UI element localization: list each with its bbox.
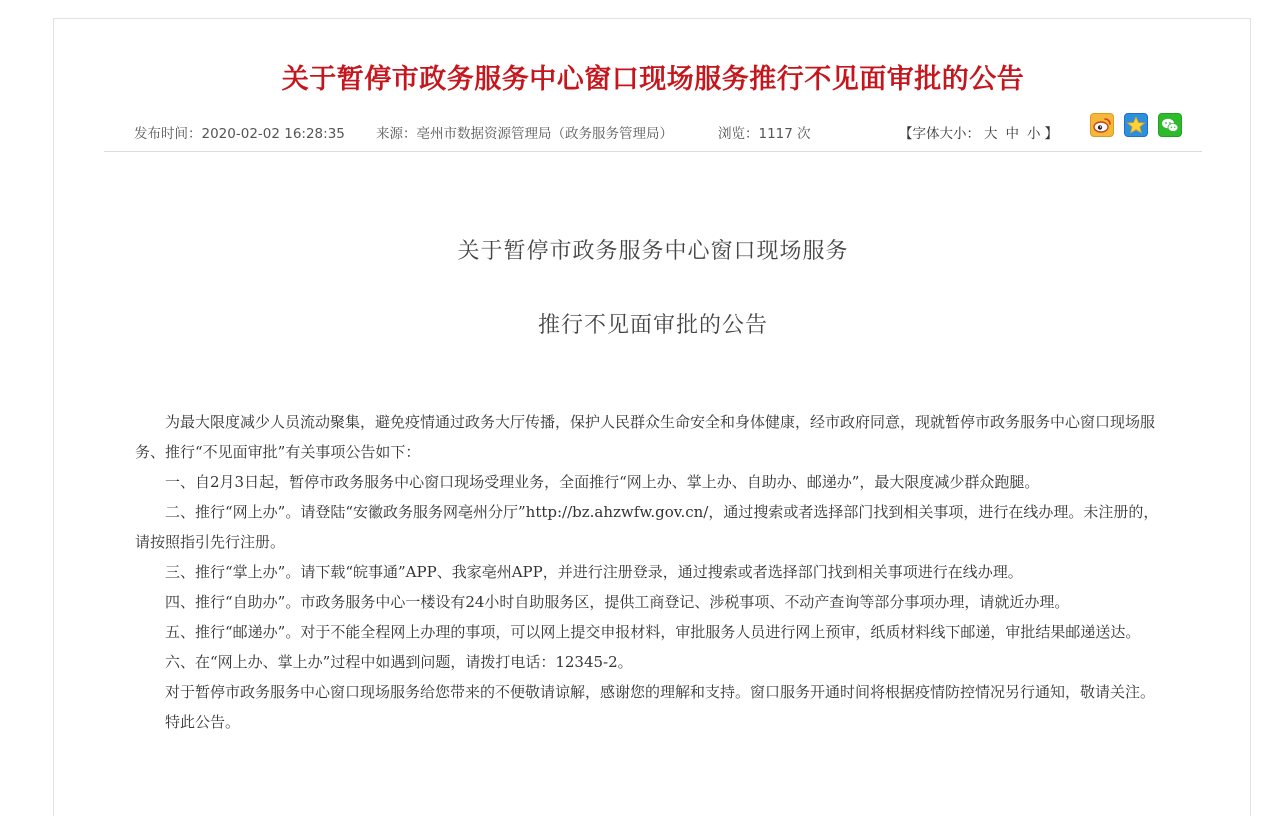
- article-paragraph: 五、推行“邮递办”。对于不能全程网上办理的事项，可以网上提交申报材料，审批服务人员进行网上预审，纸质材料线下邮递，审批结果邮递送达。: [165, 623, 1141, 641]
- article-paragraph: 六、在“网上办、掌上办”过程中如遇到问题，请拨打电话：12345-2。: [165, 653, 633, 671]
- article-paragraph: 对于暂停市政务服务中心窗口现场服务给您带来的不便敬请谅解，感谢您的理解和支持。窗口服务开通时间将根据疫情防控情况另行通知，敬请关注。: [165, 683, 1156, 701]
- qzone-icon[interactable]: [1124, 113, 1148, 137]
- article-paragraph: 四、推行“自助办”。市政务服务中心一楼设有24小时自助服务区，提供工商登记、涉税事项、不动产查询等部分事项办理，请就近办理。: [165, 593, 1070, 611]
- article-paragraph: 特此公告。: [165, 713, 241, 731]
- article-meta-bar: [104, 109, 1202, 152]
- weibo-icon[interactable]: [1090, 113, 1114, 137]
- font-size-small-button[interactable]: 小: [1027, 126, 1041, 142]
- article-paragraph: 为最大限度减少人员流动聚集，避免疫情通过政务大厅传播，保护人民群众生命安全和身体健康，经市政府同意，现就暂停市政务服务中心窗口现场服务、推行“不见面审批”有关事项公告如下：: [135, 413, 1156, 461]
- font-size-close-bracket: 】: [1044, 126, 1058, 142]
- page-title: 关于暂停市政务服务中心窗口现场服务推行不见面审批的公告: [281, 64, 1025, 95]
- article-paragraph: 三、推行“掌上办”。请下载“皖事通”APP、我家亳州APP，并进行注册登录，通过搜索或者选择部门找到相关事项进行在线办理。: [165, 563, 1023, 581]
- article-subtitle-line-1: 关于暂停市政务服务中心窗口现场服务: [457, 239, 849, 264]
- article-paragraph: 一、自2月3日起，暂停市政务服务中心窗口现场受理业务，全面推行“网上办、掌上办、自助办、邮递办”，最大限度减少群众跑腿。: [165, 473, 1040, 491]
- article-paragraph: 二、推行“网上办”。请登陆“安徽政务服务网亳州分厅”http://bz.ahzwfw.gov.cn/，通过搜索或者选择部门找到相关事项，进行在线办理。未注册的，请按照指引先行注册。: [135, 503, 1159, 551]
- view-count: 浏览：1117 次: [718, 126, 811, 142]
- article-body: [135, 407, 1163, 737]
- article-subtitle-line-2: 推行不见面审批的公告: [537, 313, 768, 338]
- source-label: 来源：亳州市数据资源管理局（政务服务管理局）: [376, 126, 673, 142]
- font-size-label: 【字体大小：: [899, 126, 980, 142]
- publish-time: 发布时间：2020-02-02 16:28:35: [134, 126, 345, 142]
- wechat-icon[interactable]: [1158, 113, 1182, 137]
- font-size-large-button[interactable]: 大: [984, 126, 998, 142]
- font-size-control: [899, 122, 1058, 142]
- article-panel: [53, 18, 1251, 816]
- font-size-medium-button[interactable]: 中: [1005, 126, 1019, 142]
